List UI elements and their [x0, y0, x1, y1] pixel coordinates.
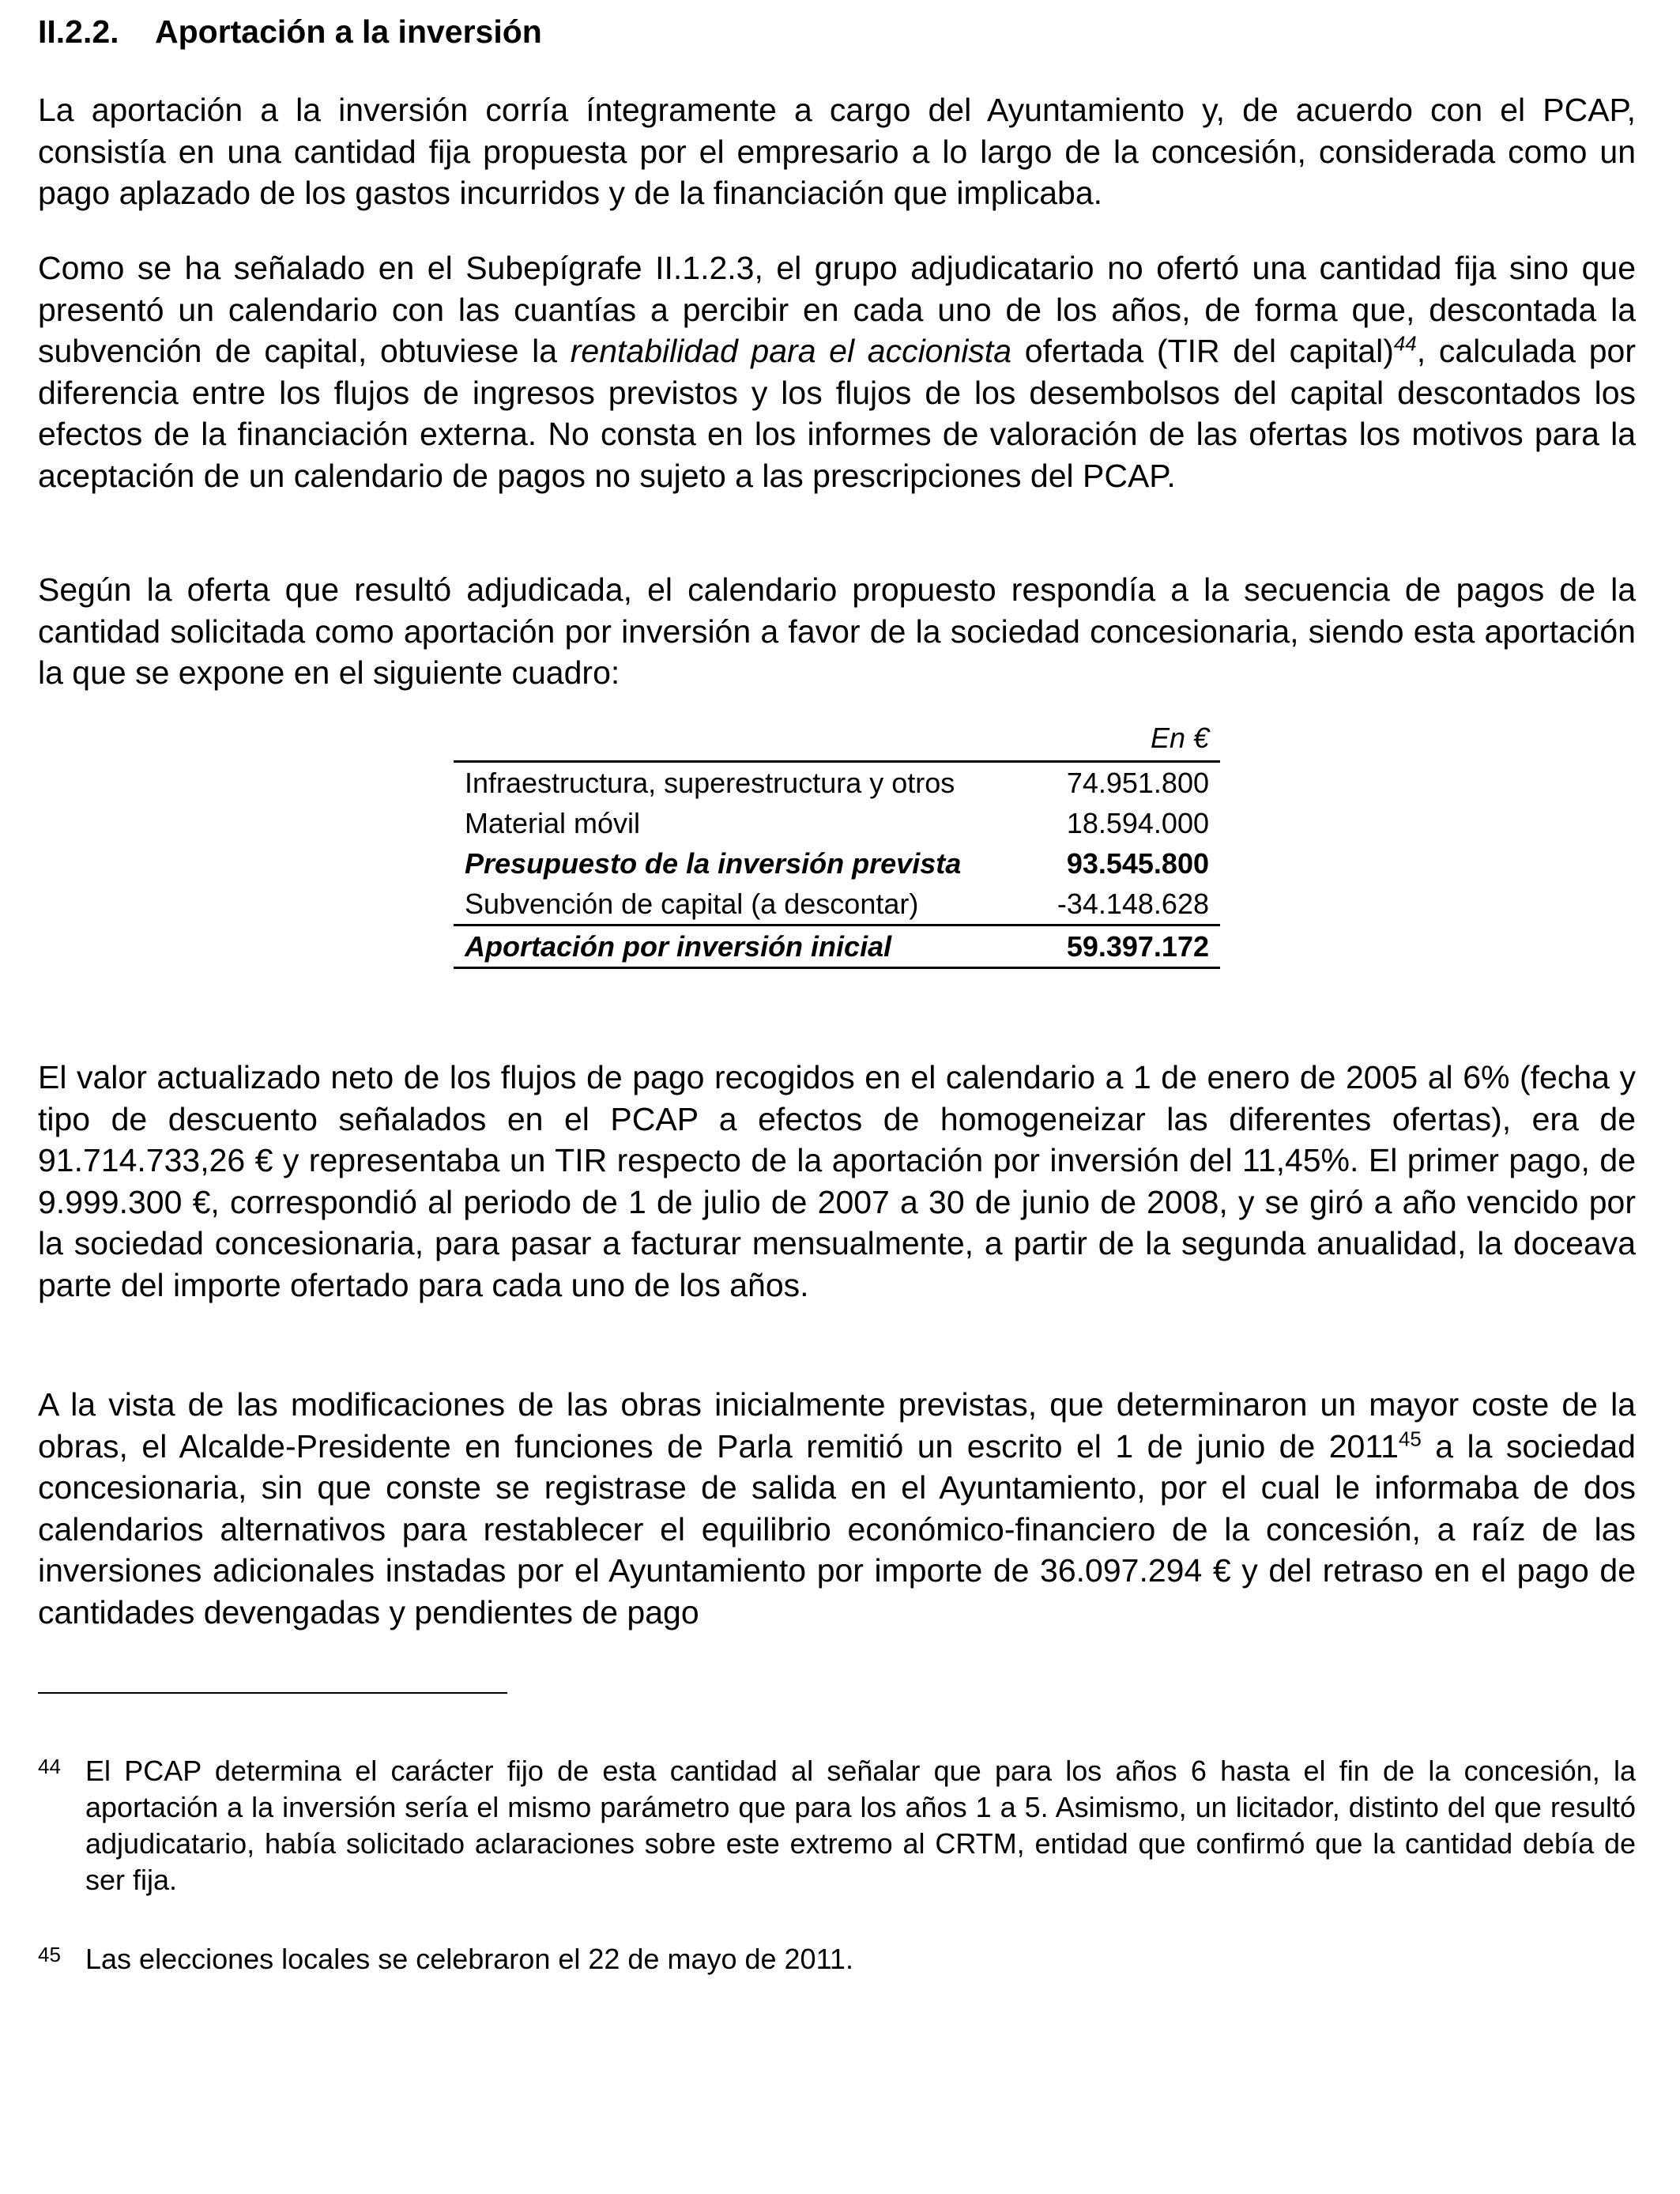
row-label: Presupuesto de la inversión prevista [465, 847, 962, 880]
table-row [454, 762, 1220, 804]
paragraph-3: Según la oferta que resultó adjudicada, el calendario propuesto respondía a la secuencia de pagos de la cantidad solicitada como aportación por inversión a favor de la sociedad concesionaria, siendo esta aportación la que se expone en el siguiente cuadro: [38, 571, 1636, 691]
table-row [454, 803, 1220, 843]
row-value: 93.545.800 [1066, 847, 1209, 880]
paragraph-1: La aportación a la inversión corría íntegramente a cargo del Ayuntamiento y, de acuerdo con el PCAP, consistía en una cantidad fija propuesta por el empresario a lo largo de la concesión, considerada como un pago aplazado de los gastos incurridos y de la financiación que implicaba. [38, 92, 1636, 211]
footnote-ref-44[interactable]: 44 [1393, 331, 1417, 356]
investment-table [454, 721, 1220, 969]
footnote-44 [38, 1753, 1636, 1898]
paragraph-5-text-b: a la sociedad concesionaria, sin que conste se registrase de salida en el Ayuntamiento, por el cual le informaba de dos calendarios alternativos para restablecer el equilibrio económico-financiero de la concesión, a raíz de las inversiones adicionales instadas por el Ayuntamiento por importe de 36.097.294 € y del retraso en el pago de cantidades devengadas y pendientes de pago [38, 1427, 1636, 1630]
footnote-mark: 44 [38, 1755, 61, 1778]
row-value: 59.397.172 [1027, 925, 1220, 968]
row-value: 18.594.000 [1066, 807, 1209, 839]
investment-table-grid [454, 760, 1220, 969]
footnote-text: El PCAP determina el carácter fijo de esta cantidad al señalar que para los años 6 hasta el fin de la concesión, la aportación a la inversión sería el mismo parámetro que para los años 1 a 5. Asimismo, un licitador, distinto del que resultó adjudicatario, había solicitado aclaraciones sobre este extremo al CRTM, entidad que confirmó que la cantidad debía de ser fija. [85, 1755, 1636, 1896]
paragraph-5 [38, 1384, 1636, 1633]
row-value: 74.951.800 [1027, 762, 1220, 804]
paragraph-2-text-c: , calculada por diferencia entre los flujos de ingresos previstos y los flujos de los desembolsos del capital descontados los efectos de la financiación externa. No consta en los informes de valoración de las ofertas los motivos para la aceptación de un calendario de pagos no sujeto a las prescripciones del PCAP. [38, 333, 1637, 494]
section-number: II.2.2. [38, 13, 119, 50]
table-row-subtotal [454, 843, 1220, 884]
footnote-ref-45[interactable]: 45 [1398, 1426, 1422, 1450]
row-label: Material móvil [465, 807, 641, 839]
row-label: Infraestructura, superestructura y otros [454, 762, 1027, 804]
section-title: Aportación a la inversión [155, 13, 542, 50]
paragraph-5-text-a: A la vista de las modificaciones de las obras inicialmente previstas, que determinaron un mayor coste de la obras, el Alcalde-Presidente en funciones de Parla remitió un escrito el 1 de junio de 2011 [38, 1386, 1636, 1465]
table-row-total [454, 925, 1220, 968]
paragraph-4: El valor actualizado neto de los flujos de pago recogidos en el calendario a 1 de enero de 2005 al 6% (fecha y tipo de descuento señalados en el PCAP a efectos de homogeneizar las diferentes ofertas), era de 91.714.733,26 € y representaba un TIR respecto de la aportación por inversión del 11,45%. El primer pago, de 9.999.300 €, correspondió al periodo de 1 de julio de 2007 a 30 de junio de 2008, y se giró a año vencido por la sociedad concesionaria, para pasar a facturar mensualmente, a partir de la segunda anualidad, la doceava parte del importe ofertado para cada uno de los años. [38, 1059, 1636, 1303]
footnote-mark: 45 [38, 1943, 61, 1966]
footnote-separator [38, 1692, 507, 1694]
row-label: Aportación por inversión inicial [454, 925, 1027, 968]
footnote-text: Las elecciones locales se celebraron el 22 de mayo de 2011. [85, 1943, 853, 1975]
paragraph-2-text-b: ofertada (TIR del capital) [1011, 333, 1394, 369]
footnote-45 [38, 1941, 1636, 1977]
paragraph-2-text-a: Como se ha señalado en el Subepígrafe II.1.2.3, el grupo adjudicatario no ofertó una cantidad fija sino que presentó un calendario con las cuantías a percibir en cada uno de los años, de forma que, descontada la subvención de capital, obtuviese la [38, 250, 1636, 369]
paragraph-2-emphasis: rentabilidad para el accionista [570, 333, 1012, 369]
table-unit-label: En € [1150, 722, 1209, 754]
row-label: Subvención de capital (a descontar) [465, 888, 919, 920]
table-row [454, 884, 1220, 925]
row-value: -34.148.628 [1057, 888, 1209, 920]
paragraph-2 [38, 247, 1636, 496]
section-heading [38, 11, 542, 52]
